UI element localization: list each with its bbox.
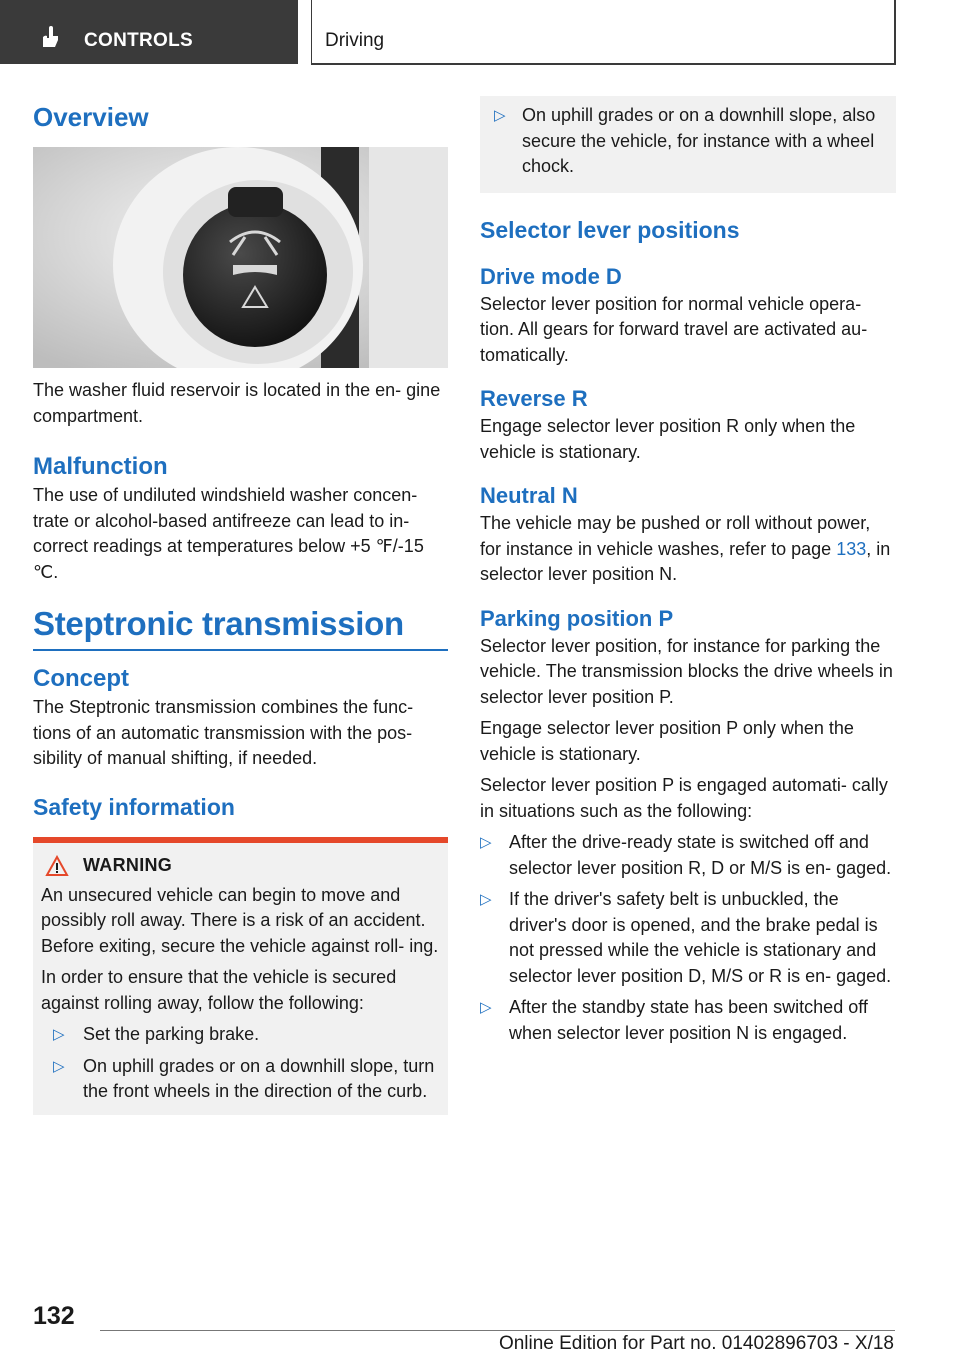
warning-text-1: An unsecured vehicle can begin to move and possibly roll away. There is a risk of an accident. Before exiting, secure the vehicle against roll‐ ing. xyxy=(41,884,439,956)
selector-heading: Selector lever positions xyxy=(480,216,740,243)
parking-text-1: Selector lever position, for instance for parking the vehicle. The transmission blocks the drive wheels in selector lever position P. xyxy=(480,635,893,707)
parking-list xyxy=(480,830,896,1046)
chapter-tab xyxy=(311,0,896,65)
list-item: ▷ If the driver's safety belt is unbuckled, the driver's door is opened, and the brake pedal is not pressed while the vehicle is stationary and selector lever position D, M/S or R is en‐ gaged. xyxy=(480,889,892,986)
neutral-heading: Neutral N xyxy=(480,483,578,508)
warning-header xyxy=(45,855,440,877)
warning-continued-box xyxy=(480,96,896,193)
triangle-bullet-icon: ▷ xyxy=(53,1026,65,1043)
malfunction-text: The use of undiluted windshield washer concen‐ trate or alcohol-based antifreeze can lead to in‐ correct readings at temperatures below +5 ℉/-15 ℃. xyxy=(33,485,424,582)
overview-heading: Overview xyxy=(33,102,149,132)
triangle-bullet-icon: ▷ xyxy=(480,834,492,851)
list-item: ▷ On uphill grades or on a downhill slope, turn the front wheels in the direction of the curb. xyxy=(53,1055,435,1101)
triangle-bullet-icon: ▷ xyxy=(53,1057,65,1075)
warning-title: WARNING xyxy=(83,855,173,875)
warning-triangle-icon xyxy=(45,855,69,877)
parking-text-3: Selector lever position P is engaged automati‐ cally in situations such as the following: xyxy=(480,775,888,821)
washer-reservoir-photo xyxy=(33,147,448,368)
list-item: ▷ After the standby state has been switched off when selector lever position N is engaged. xyxy=(480,997,868,1043)
list-item: ▷ Set the parking brake. xyxy=(53,1022,440,1048)
list-item: ▷ On uphill grades or on a downhill slope, also secure the vehicle, for instance with a wheel chock. xyxy=(494,105,876,176)
chapter-label: Driving xyxy=(325,30,385,51)
steptronic-heading: Steptronic transmission xyxy=(33,605,404,642)
concept-text: The Steptronic transmission combines the func‐ tions of an automatic transmission with the pos‐ sibility of manual shifting, if needed. xyxy=(33,697,414,768)
page-number: 132 xyxy=(33,1302,75,1330)
warning-text-2: In order to ensure that the vehicle is secured against rolling away, follow the following: xyxy=(41,967,397,1013)
safety-heading: Safety information xyxy=(33,793,235,820)
left-column xyxy=(33,96,448,1115)
triangle-bullet-icon: ▷ xyxy=(494,107,506,124)
parking-text-2: Engage selector lever position P only when the vehicle is stationary. xyxy=(480,718,854,764)
washer-cap-image xyxy=(33,147,448,368)
overview-text: The washer fluid reservoir is located in the en‐ gine compartment. xyxy=(33,380,441,426)
neutral-text: The vehicle may be pushed or roll without power, for instance in vehicle washes, refer to page 133, in selector lever position N. xyxy=(480,513,891,584)
triangle-bullet-icon: ▷ xyxy=(480,999,492,1016)
steptronic-heading-block xyxy=(33,605,448,651)
parking-heading: Parking position P xyxy=(480,605,674,631)
warning-list xyxy=(41,1022,440,1105)
malfunction-heading: Malfunction xyxy=(33,453,168,480)
concept-heading: Concept xyxy=(33,665,129,692)
warning-continued-list xyxy=(494,103,882,180)
section-label: CONTROLS xyxy=(84,30,194,51)
triangle-bullet-icon: ▷ xyxy=(480,891,492,908)
page-link[interactable]: 133 xyxy=(836,538,867,559)
drive-text: Selector lever position for normal vehicle opera‐ tion. All gears for forward travel are activated au‐ tomatically. xyxy=(480,293,868,365)
edition-text: Online Edition for Part no. 01402896703 - X/18 xyxy=(498,1333,894,1354)
list-item: ▷ After the drive-ready state is switched off and selector lever position R, D or M/S is en‐ gaged. xyxy=(480,832,892,878)
warning-box xyxy=(33,837,448,1115)
reverse-heading: Reverse R xyxy=(480,386,588,411)
hand-pointer-icon xyxy=(38,25,64,51)
footer-divider xyxy=(100,1330,895,1331)
drive-heading: Drive mode D xyxy=(480,263,622,289)
reverse-text: Engage selector lever position R only when the vehicle is stationary. xyxy=(480,416,856,462)
section-tab xyxy=(0,0,298,64)
right-column xyxy=(480,96,896,1046)
